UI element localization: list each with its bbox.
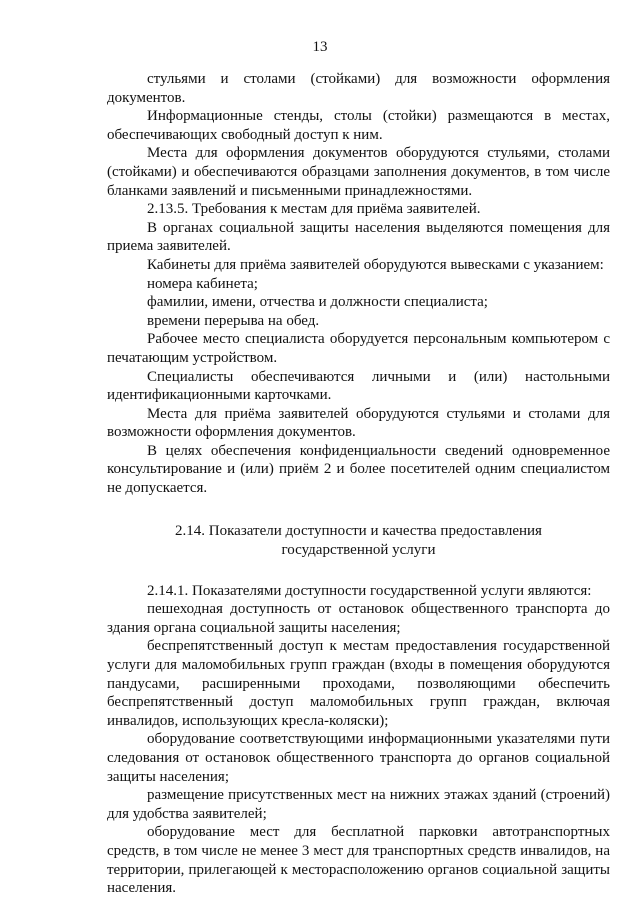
paragraph: Информационные стенды, столы (стойки) размещаются в местах, обеспечивающих свободный доступ к ним. xyxy=(107,108,610,143)
paragraph: В органах социальной защиты населения выделяются помещения для приема заявителей. xyxy=(107,219,610,255)
document-body xyxy=(107,70,610,898)
list-item: пешеходная доступность от остановок общественного транспорта до здания органа социальной защиты населения; xyxy=(107,601,610,636)
section-heading-line: государственной услуги xyxy=(281,541,436,558)
paragraph: Кабинеты для приёма заявителей оборудуются вывесками с указанием: xyxy=(147,256,604,273)
list-item: времени перерыва на обед. xyxy=(147,312,320,329)
paragraph: В целях обеспечения конфиденциальности сведений одновременное консультирование и (или) приём 2 и более посетителей одним специалистом не допускается. xyxy=(107,442,610,497)
page-number: 13 xyxy=(312,39,328,55)
paragraph: Места для приёма заявителей оборудуются стульями и столами для возможности оформления документов. xyxy=(107,405,610,441)
list-item: оборудование соответствующими информационными указателями пути следования от остановок общественного транспорта до органов социальной защиты населения; xyxy=(107,731,610,785)
section-heading xyxy=(107,522,610,560)
paragraph: стульями и столами (стойками) для возможности оформления документов. xyxy=(107,71,610,106)
paragraph: Места для оформления документов оборудуются стульями, столами (стойками) и обеспечиваются образцами заполнения документов, в том числе бланками заявлений и письменными принадлежностями. xyxy=(107,145,610,199)
list-item: беспрепятственный доступ к местам предоставления государственной услуги для маломобильных групп граждан (входы в помещения оборудуются пандусами, расширенными проходами, позволяющими обеспечить беспрепятственный доступ маломобильных групп граждан, включая инвалидов, использующих кресла-коляски); xyxy=(107,638,610,729)
subsection-title: 2.13.5. Требования к местам для приёма заявителей. xyxy=(147,201,481,218)
list-item: номера кабинета; xyxy=(147,275,258,292)
list-item: фамилии, имени, отчества и должности специалиста; xyxy=(147,294,488,311)
subsection-title: 2.14.1. Показателями доступности государственной услуги являются: xyxy=(147,582,592,599)
paragraph: Специалисты обеспечиваются личными и (или) настольными идентификационными карточками. xyxy=(107,368,610,404)
section-heading-line: 2.14. Показатели доступности и качества предоставления xyxy=(175,522,542,539)
paragraph: Рабочее место специалиста оборудуется персональным компьютером с печатающим устройством. xyxy=(107,331,610,366)
list-item: оборудование мест для бесплатной парковки автотранспортных средств, в том числе не менее 3 мест для транспортных средств инвалидов, на территории, прилегающей к месторасположению органов социальной защиты населения. xyxy=(107,824,610,897)
list-item: размещение присутственных мест на нижних этажах зданий (строений) для удобства заявителей; xyxy=(107,787,610,822)
